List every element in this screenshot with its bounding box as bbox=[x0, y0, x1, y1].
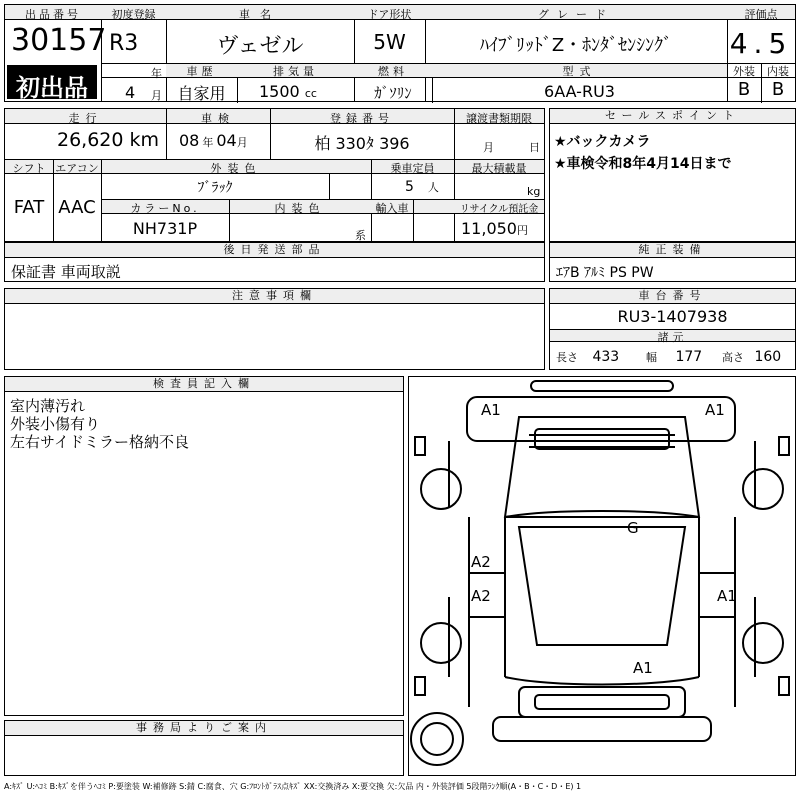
sales-point-2: ★車検令和8年4月14日まで bbox=[554, 156, 732, 172]
inspector-header: 検査員記入欄 bbox=[5, 377, 403, 392]
score-header: 評価点 bbox=[744, 8, 778, 21]
damage-mark-left-rear-door: A2 bbox=[471, 587, 491, 605]
mileage-header: 走行 bbox=[68, 112, 103, 125]
mileage-value: 26,620 km bbox=[57, 129, 160, 151]
chassis-number: RU3-1407938 bbox=[617, 307, 728, 326]
damage-mark-left-front-door: A2 bbox=[471, 553, 491, 571]
car-name-header: 車名 bbox=[239, 8, 281, 21]
plate-number: 柏 330ﾀ 396 bbox=[314, 134, 410, 153]
grade: ﾊｲﾌﾞﾘｯﾄﾞZ・ﾎﾝﾀﾞｾﾝｼﾝｸﾞ bbox=[479, 35, 673, 56]
registration-year-unit: 年 bbox=[151, 67, 162, 80]
color-no-header: カラーNo. bbox=[130, 202, 200, 215]
recycle-fee: 11,050円 bbox=[461, 219, 528, 238]
equipment-box bbox=[549, 242, 796, 282]
top-section bbox=[4, 4, 796, 102]
sales-point-1: ★バックカメラ bbox=[554, 134, 651, 150]
exterior-score: B bbox=[737, 79, 751, 100]
later-parts-header: 後日発送部品 bbox=[5, 243, 544, 258]
exterior-color: ﾌﾞﾗｯｸ bbox=[197, 180, 233, 196]
transfer-day-unit: 日 bbox=[529, 141, 540, 154]
inspector-line-1: 室内薄汚れ bbox=[10, 397, 86, 415]
capacity: 5 人 bbox=[405, 179, 439, 195]
inspector-line-3: 左右サイドミラー格納不良 bbox=[10, 433, 189, 451]
sales-points-header: セールスポイント bbox=[550, 109, 795, 124]
model-header: 型式 bbox=[562, 65, 597, 78]
first-listing-badge: 初出品 bbox=[7, 65, 97, 99]
length: 長さ 433 bbox=[556, 349, 620, 365]
car-outline bbox=[409, 377, 795, 775]
chassis-header: 車台番号 bbox=[550, 289, 795, 304]
inspector-box bbox=[4, 376, 404, 716]
plate-header: 登録番号 bbox=[330, 112, 394, 125]
grade-header: グレード bbox=[538, 8, 614, 21]
later-parts-box bbox=[4, 242, 545, 282]
exterior-header: 外装 bbox=[733, 65, 755, 78]
door-header: ドア形状 bbox=[367, 8, 412, 21]
inspection-header: 車検 bbox=[201, 112, 235, 125]
shift-value: FAT bbox=[13, 197, 45, 218]
fuel: ｶﾞｿﾘﾝ bbox=[374, 84, 412, 102]
transfer-month-unit: 月 bbox=[483, 141, 494, 154]
chassis-box bbox=[549, 288, 796, 370]
car-name: ヴェゼル bbox=[216, 34, 304, 59]
registration-header: 初度登録 bbox=[111, 8, 156, 21]
detail-section bbox=[4, 108, 545, 242]
inspection-date: 08 年 04月 bbox=[179, 131, 248, 150]
equipment-value: ｴｱB ｱﾙﾐ PS PW bbox=[556, 265, 654, 281]
interior-color-header: 内装色 bbox=[274, 202, 326, 215]
model-code: 6AA-RU3 bbox=[544, 82, 615, 101]
damage-mark-right-rear-door: A1 bbox=[717, 587, 737, 605]
interior-score: B bbox=[771, 79, 785, 100]
fuel-header: 燃料 bbox=[378, 65, 408, 78]
damage-mark-front-left: A1 bbox=[481, 401, 501, 419]
later-parts-value: 保証書 車両取説 bbox=[11, 263, 121, 281]
registration-month-unit: 月 bbox=[151, 89, 162, 102]
notes-header: 注意事項欄 bbox=[5, 289, 544, 304]
office-header: 事務局よりご案内 bbox=[5, 721, 403, 736]
load-header: 最大積載量 bbox=[471, 162, 527, 175]
capacity-header: 乗車定員 bbox=[390, 162, 435, 175]
color-header: 外装色 bbox=[210, 162, 262, 175]
registration-era: R3 bbox=[109, 31, 139, 56]
equipment-header: 純正装備 bbox=[550, 243, 795, 258]
color-number: NH731P bbox=[132, 219, 198, 238]
width: 幅 177 bbox=[646, 349, 703, 365]
score-value: 4.5 bbox=[729, 27, 793, 60]
history-header: 車歴 bbox=[186, 65, 217, 78]
inspector-line-2: 外装小傷有り bbox=[10, 415, 101, 433]
displacement: 1500 cc bbox=[259, 82, 317, 101]
load-unit: kg bbox=[527, 185, 541, 198]
legend: A:ｷｽﾞ U:ﾍｺﾐ B:ｷｽﾞを伴うﾍｺﾐ P:要塗装 W:補修跡 S:錆 C:腐食、穴 G:ﾌﾛﾝﾄｶﾞﾗｽ点ｷｽﾞ XX:交換済み X:要交換 欠:欠品 内・外装評価 5段階ﾗﾝｸ順(A・B・C・D・E) 1 bbox=[4, 782, 582, 791]
door-type: 5W bbox=[373, 30, 406, 54]
notes-box bbox=[4, 288, 545, 370]
damage-mark-front-right: A1 bbox=[705, 401, 725, 419]
lot-header: 出品番号 bbox=[25, 8, 81, 21]
damage-mark-rear: A1 bbox=[633, 659, 653, 677]
car-diagram bbox=[408, 376, 796, 776]
car-history: 自家用 bbox=[177, 84, 226, 103]
ac-header: エアコン bbox=[55, 162, 99, 175]
lot-number: 30157 bbox=[11, 23, 107, 58]
interior-header: 内装 bbox=[767, 65, 789, 78]
recycle-header: リサイクル預託金 bbox=[459, 204, 539, 215]
displacement-header: 排気量 bbox=[273, 65, 318, 78]
registration-month: 4 bbox=[125, 83, 136, 102]
height: 高さ 160 bbox=[722, 349, 782, 365]
sales-points-box bbox=[549, 108, 796, 242]
office-box bbox=[4, 720, 404, 776]
import-header: 輸入車 bbox=[375, 202, 409, 215]
dims-header: 諸元 bbox=[657, 331, 688, 344]
interior-color-unit: 系 bbox=[355, 229, 366, 242]
damage-mark-glass: G bbox=[627, 519, 639, 537]
ac-value: AAC bbox=[58, 197, 96, 218]
shift-header: シフト bbox=[12, 162, 46, 175]
transfer-header: 譲渡書類期限 bbox=[466, 112, 532, 125]
